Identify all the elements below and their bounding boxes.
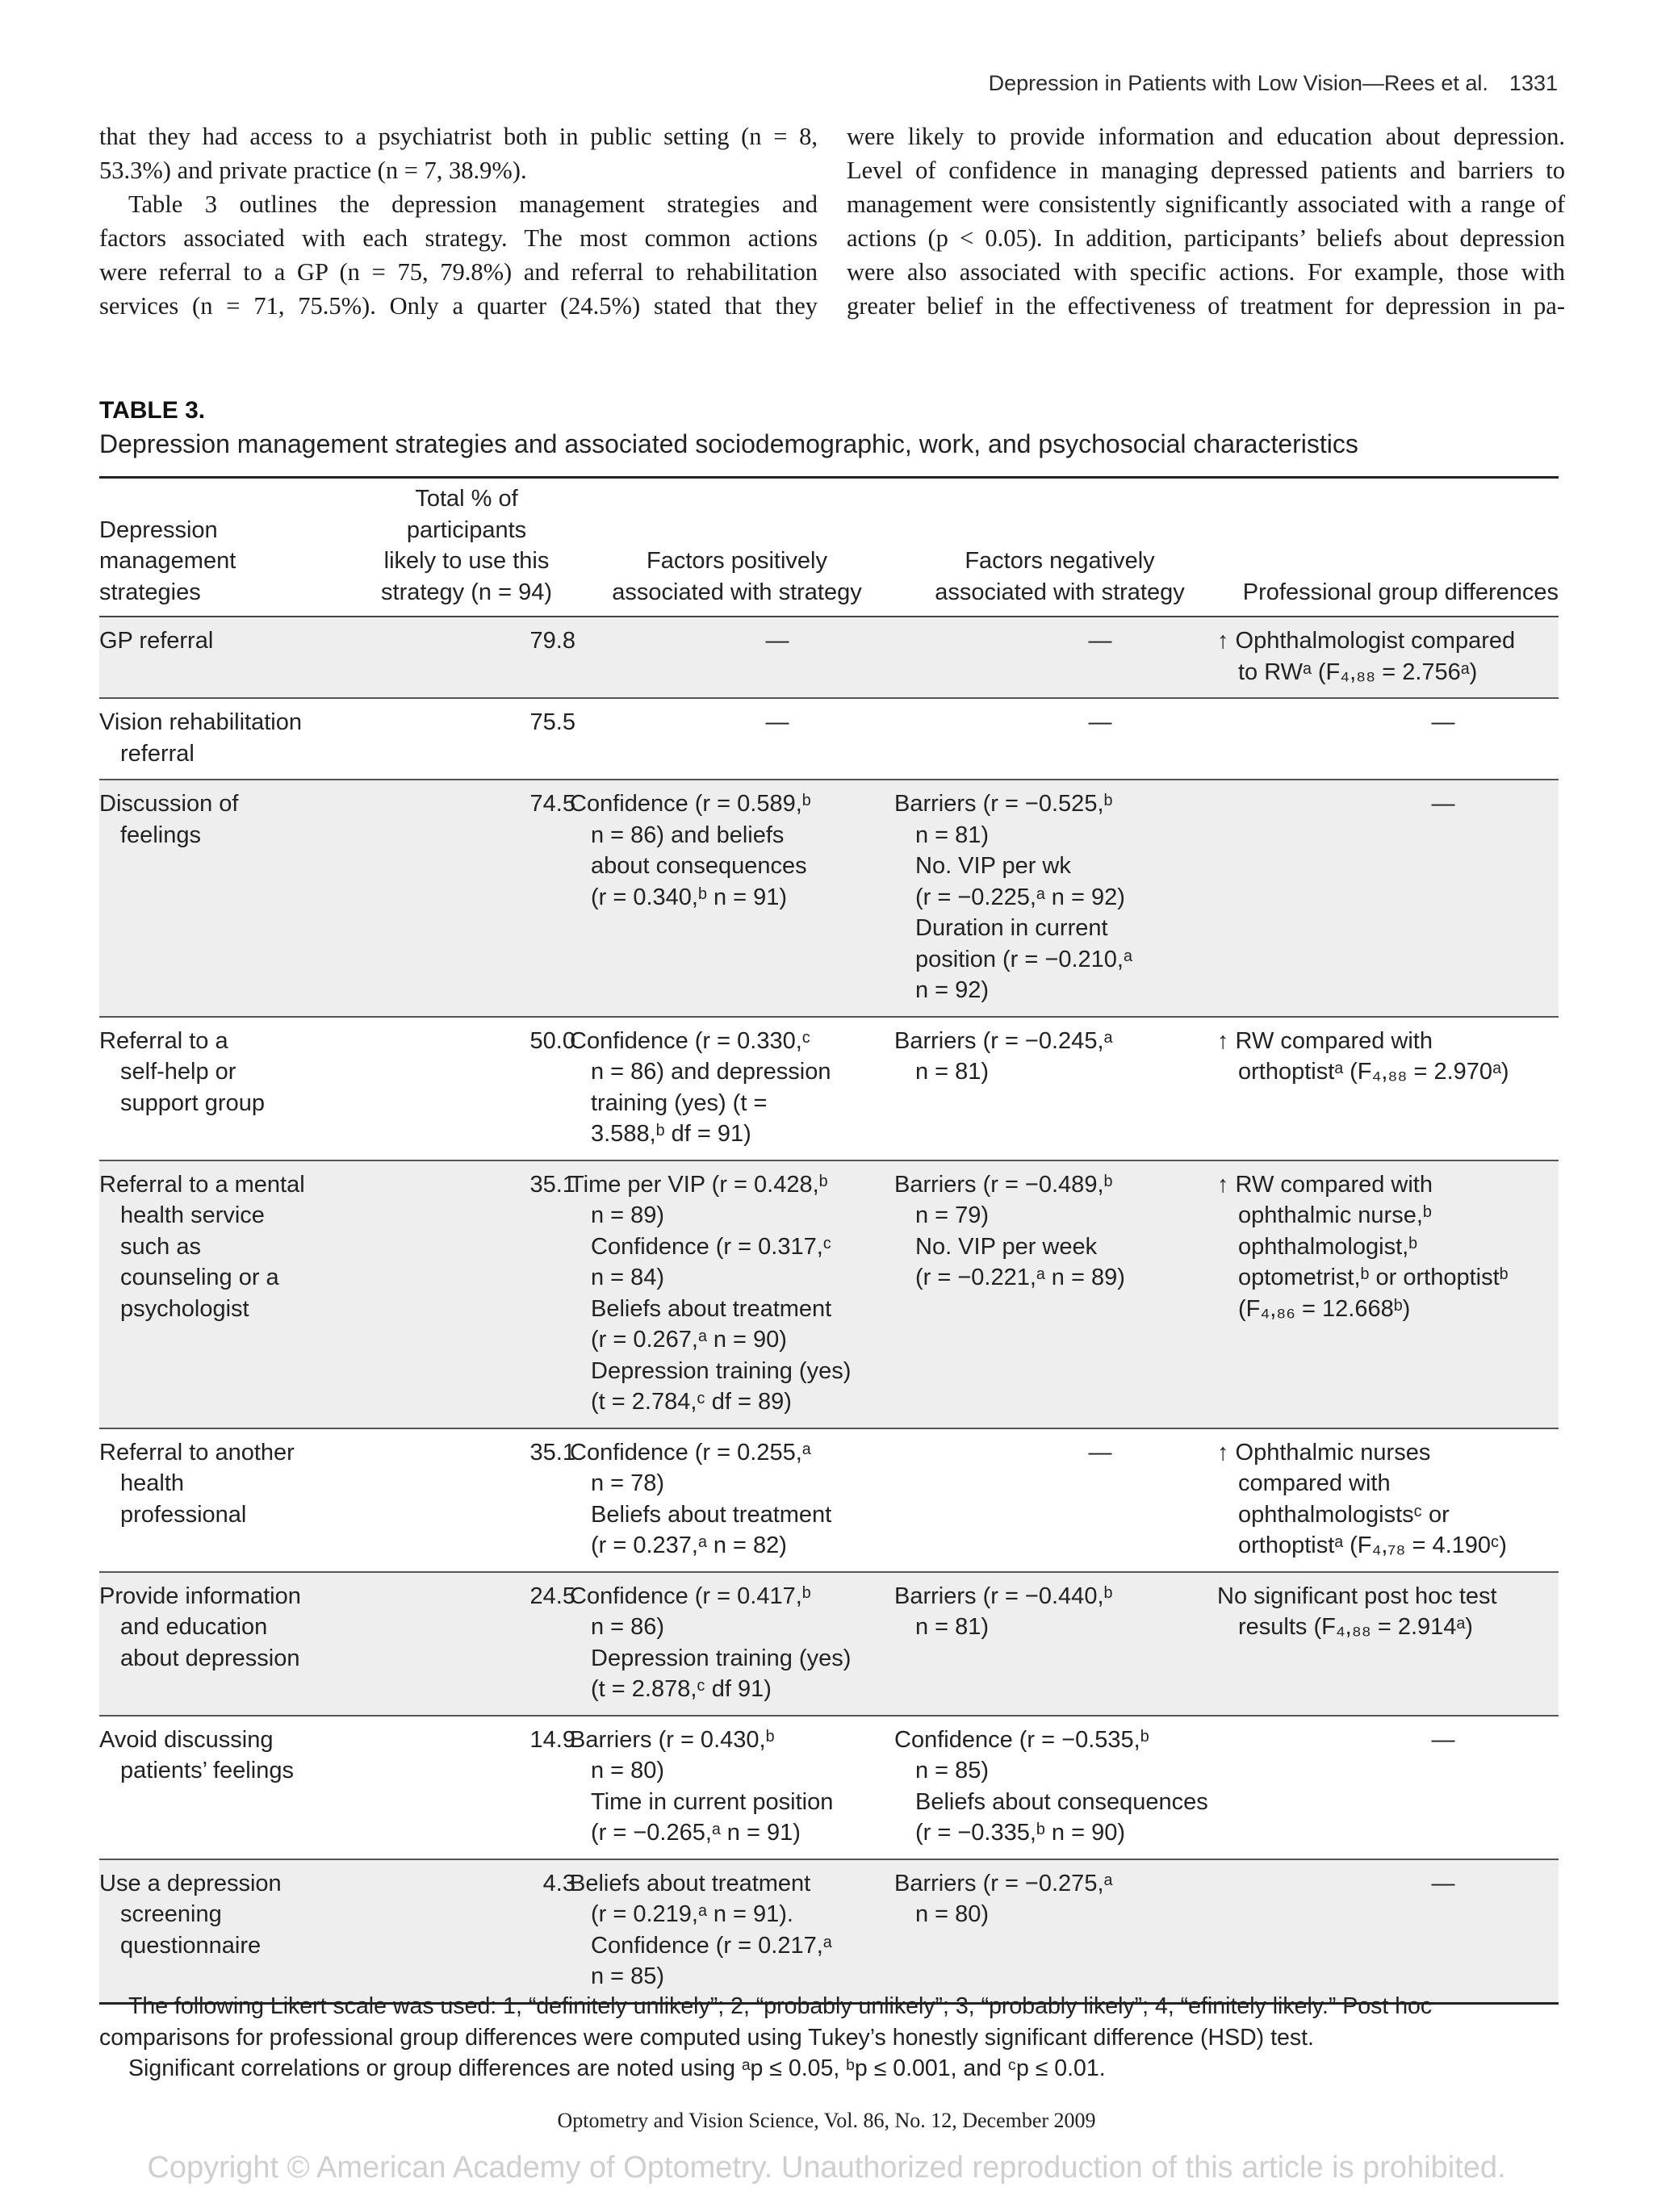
- cell-line: n = 81): [915, 1614, 990, 1640]
- cell-line: Confidence (r = 0.317,ᶜ: [591, 1233, 832, 1260]
- cell-line: professional: [120, 1501, 247, 1528]
- strategy-cell: [99, 788, 366, 851]
- cell-line: screening: [120, 1901, 222, 1927]
- cell-line: support group: [120, 1089, 265, 1116]
- body-line: were likely to provide information and education about depression.: [847, 123, 1565, 150]
- cell-line: compared with: [1238, 1470, 1391, 1496]
- cell-line: Duration in current: [915, 915, 1108, 941]
- cell-line: and education: [120, 1614, 268, 1640]
- table-row: [99, 1161, 1559, 1429]
- cell-line: Barriers (r = −0.245,ᵃ: [894, 1027, 1113, 1054]
- body-line: 53.3%) and private practice (n = 7, 38.9%).: [99, 157, 527, 184]
- total-percent-cell: 50.0: [529, 1027, 575, 1054]
- cell-line: referral: [120, 740, 195, 767]
- cell-line: (t = 2.878,ᶜ df 91): [591, 1676, 772, 1702]
- header-professional: [1243, 577, 1559, 608]
- header-line: associated with strategy: [612, 579, 862, 605]
- cell-line: Beliefs about treatment: [570, 1870, 811, 1896]
- professional-differences-cell: [1217, 1169, 1564, 1325]
- cell-line: ↑ RW compared with: [1217, 1027, 1433, 1054]
- cell-line: ophthalmologistsᶜ or: [1238, 1501, 1450, 1528]
- table-row: [99, 617, 1559, 699]
- table-header: [99, 479, 1559, 617]
- cell-line: Use a depression: [99, 1870, 282, 1896]
- cell-line: psychologist: [120, 1295, 249, 1322]
- cell-line: n = 79): [915, 1202, 990, 1228]
- data-table: [99, 476, 1559, 2005]
- cell-line: Confidence (r = 0.255,ᵃ: [570, 1439, 811, 1466]
- cell-line: feelings: [120, 822, 201, 848]
- cell-line: (r = −0.225,ᵃ n = 92): [915, 884, 1125, 910]
- body-column-right: [847, 119, 1565, 323]
- strategy-cell: [99, 1868, 366, 1962]
- professional-differences-cell: [1217, 625, 1564, 688]
- cell-line: GP referral: [99, 628, 214, 654]
- cell-line: Time in current position: [591, 1788, 834, 1815]
- positive-factors-cell: [570, 788, 893, 913]
- header-line: likely to use this: [383, 548, 550, 574]
- positive-factors-cell: [570, 1026, 893, 1150]
- body-line: were also associated with specific actions. For example, those with: [847, 258, 1565, 286]
- header-line: participants: [406, 516, 527, 543]
- cell-line: n = 84): [591, 1265, 665, 1290]
- cell-line: n = 80): [915, 1901, 990, 1927]
- body-line: greater belief in the effectiveness of treatment for depression in pa-: [847, 292, 1565, 320]
- cell-line: Avoid discussing: [99, 1726, 274, 1753]
- cell-line: about depression: [120, 1645, 300, 1671]
- cell-line: Provide information: [99, 1583, 301, 1609]
- cell-line: Referral to a: [99, 1027, 228, 1054]
- body-line: factors associated with each strategy. The most common actions: [99, 224, 818, 252]
- cell-line: health: [120, 1470, 185, 1496]
- body-line: actions (p < 0.05). In addition, participants’ beliefs about depression: [847, 224, 1565, 252]
- strategy-cell: [99, 1725, 366, 1787]
- header-line: Professional group differences: [1242, 579, 1559, 605]
- cell-line: orthoptistᵃ (F₄,₇₈ = 4.190ᶜ): [1238, 1533, 1507, 1558]
- cell-line: n = 86) and beliefs: [591, 822, 785, 848]
- cell-line: (r = 0.267,ᵃ n = 90): [591, 1327, 787, 1353]
- cell-line: (r = 0.237,ᵃ n = 82): [591, 1533, 787, 1558]
- cell-line: optometrist,ᵇ or orthoptistᵇ: [1238, 1265, 1509, 1290]
- empty-cell-dash: —: [1431, 791, 1455, 817]
- cell-line: patients’ feelings: [120, 1758, 294, 1783]
- cell-line: self-help or: [120, 1059, 236, 1085]
- header-line: Factors positively: [646, 548, 827, 574]
- cell-line: Time per VIP (r = 0.428,ᵇ: [570, 1171, 828, 1198]
- cell-line: (F₄,₈₆ = 12.668ᵇ): [1238, 1295, 1411, 1322]
- cell-line: (r = −0.335,ᵇ n = 90): [915, 1820, 1126, 1846]
- cell-line: No significant post hoc test: [1217, 1583, 1497, 1609]
- cell-line: ↑ Ophthalmic nurses: [1217, 1439, 1431, 1466]
- page-number: 1331: [1509, 71, 1558, 95]
- empty-cell-dash: —: [1088, 628, 1112, 654]
- positive-factors-cell: [570, 1437, 893, 1562]
- cell-line: health service: [120, 1202, 265, 1228]
- cell-line: counseling or a: [120, 1265, 279, 1290]
- empty-cell-dash: —: [1431, 1870, 1455, 1896]
- header-line: management: [99, 548, 236, 574]
- cell-line: training (yes) (t =: [591, 1089, 768, 1116]
- journal-footer: Optometry and Vision Science, Vol. 86, No. 12, December 2009: [557, 2109, 1096, 2132]
- positive-factors-cell: [570, 1581, 893, 1705]
- negative-factors-cell: [894, 1868, 1225, 1930]
- table-row: [99, 699, 1559, 780]
- cell-line: No. VIP per wk: [915, 853, 1071, 879]
- header-positive: [584, 546, 890, 608]
- cell-line: n = 92): [915, 977, 990, 1003]
- cell-line: Barriers (r = −0.275,ᵃ: [894, 1870, 1113, 1896]
- cell-line: Confidence (r = −0.535,ᵇ: [894, 1726, 1149, 1753]
- empty-cell-dash: —: [1431, 709, 1455, 735]
- professional-differences-cell: [1217, 1581, 1564, 1643]
- cell-line: (r = −0.265,ᵃ n = 91): [591, 1820, 801, 1846]
- body-line: services (n = 71, 75.5%). Only a quarter (24.5%) stated that they: [99, 292, 818, 320]
- professional-differences-cell: [1217, 1026, 1564, 1088]
- strategy-cell: [99, 707, 366, 769]
- cell-line: 3.588,ᵇ df = 91): [591, 1121, 751, 1147]
- strategy-cell: [99, 1169, 366, 1325]
- strategy-cell: [99, 1437, 366, 1531]
- negative-factors-cell: [894, 788, 1225, 1006]
- header-line: strategies: [99, 579, 201, 605]
- strategy-cell: [99, 1026, 366, 1119]
- table-row: [99, 780, 1559, 1018]
- total-percent-cell: 79.8: [529, 628, 575, 654]
- cell-line: ↑ Ophthalmologist compared: [1217, 628, 1516, 654]
- cell-line: n = 80): [591, 1758, 665, 1783]
- table-row: [99, 1018, 1559, 1161]
- cell-line: n = 85): [591, 1963, 665, 1989]
- cell-line: (t = 2.784,ᶜ df = 89): [591, 1389, 792, 1415]
- total-percent-cell: 35.1: [529, 1439, 575, 1466]
- header-strategy: [99, 515, 236, 608]
- cell-line: ophthalmologist,ᵇ: [1238, 1233, 1418, 1260]
- cell-line: n = 85): [915, 1758, 990, 1783]
- table-row: [99, 1573, 1559, 1716]
- negative-factors-cell: [894, 1581, 1225, 1643]
- cell-line: position (r = −0.210,ᵃ: [915, 946, 1132, 972]
- cell-line: Beliefs about treatment: [591, 1501, 832, 1528]
- cell-line: Confidence (r = 0.417,ᵇ: [570, 1583, 811, 1609]
- cell-line: ↑ RW compared with: [1217, 1171, 1433, 1198]
- cell-line: Depression training (yes): [591, 1357, 852, 1384]
- cell-line: n = 78): [591, 1470, 665, 1496]
- cell-line: Beliefs about consequences: [915, 1788, 1208, 1815]
- cell-line: Depression training (yes): [591, 1645, 852, 1671]
- footnote-scale: The following Likert scale was used: 1, “definitely unlikely”; 2, “probably unlikely”; 3, “probably likely”; 4, “efinitely likely.” Post hoc comparisons for professional group differences were computed using Tukey’s honestly significant difference (HSD) test.: [99, 1993, 1433, 2051]
- cell-line: Confidence (r = 0.330,ᶜ: [570, 1027, 811, 1054]
- total-percent-cell: 4.3: [542, 1870, 575, 1896]
- cell-line: ophthalmic nurse,ᵇ: [1238, 1202, 1432, 1228]
- total-percent-cell: 74.5: [529, 791, 575, 817]
- cell-line: Confidence (r = 0.589,ᵇ: [570, 791, 811, 817]
- total-percent-cell: 14.9: [529, 1726, 575, 1753]
- cell-line: n = 86) and depression: [591, 1059, 831, 1085]
- negative-factors-cell: [894, 1725, 1225, 1849]
- table-footnote: [99, 1991, 1560, 2084]
- cell-line: Vision rehabilitation: [99, 709, 302, 735]
- negative-factors-cell: [894, 1169, 1225, 1294]
- positive-factors-cell: [570, 1725, 893, 1849]
- running-title: Depression in Patients with Low Vision—Rees et al.: [988, 71, 1488, 95]
- body-line: management were consistently significantly associated with a range of: [847, 190, 1565, 218]
- table-row: [99, 1860, 1559, 2002]
- table-title: TABLE 3.: [99, 397, 206, 424]
- body-line: were referral to a GP (n = 75, 79.8%) and referral to rehabilitation: [99, 258, 818, 286]
- header-total: [345, 483, 588, 608]
- cell-line: Confidence (r = 0.217,ᵃ: [591, 1932, 832, 1959]
- cell-line: such as: [120, 1233, 201, 1260]
- header-line: associated with strategy: [935, 579, 1185, 605]
- cell-line: n = 89): [591, 1202, 665, 1228]
- cell-line: n = 86): [591, 1614, 665, 1640]
- cell-line: Barriers (r = −0.525,ᵇ: [894, 791, 1113, 817]
- empty-cell-dash: —: [1088, 709, 1112, 735]
- cell-line: (r = 0.219,ᵃ n = 91).: [591, 1901, 793, 1927]
- cell-line: No. VIP per week: [915, 1233, 1098, 1260]
- cell-line: (r = 0.340,ᵇ n = 91): [591, 884, 788, 910]
- cell-line: n = 81): [915, 822, 990, 848]
- body-column-left: [99, 119, 818, 323]
- cell-line: Discussion of: [99, 791, 239, 817]
- body-line: Table 3 outlines the depression management strategies and: [128, 190, 818, 218]
- positive-factors-cell: [570, 1868, 893, 1992]
- total-percent-cell: 35.1: [529, 1171, 575, 1198]
- table-row: [99, 1429, 1559, 1573]
- cell-line: Beliefs about treatment: [591, 1295, 832, 1322]
- total-percent-cell: 75.5: [529, 709, 575, 735]
- cell-line: n = 81): [915, 1059, 990, 1085]
- cell-line: Barriers (r = 0.430,ᵇ: [570, 1726, 775, 1753]
- body-line: Level of confidence in managing depressed patients and barriers to: [847, 157, 1565, 184]
- cell-line: Referral to another: [99, 1439, 295, 1466]
- professional-differences-cell: [1217, 1437, 1564, 1562]
- cell-line: Referral to a mental: [99, 1171, 305, 1198]
- cell-line: Barriers (r = −0.440,ᵇ: [894, 1583, 1113, 1609]
- total-percent-cell: 24.5: [529, 1583, 575, 1609]
- cell-line: to RWᵃ (F₄,₈₈ = 2.756ᵃ): [1238, 659, 1478, 685]
- cell-line: results (F₄,₈₈ = 2.914ᵃ): [1238, 1614, 1473, 1640]
- table-body: [99, 617, 1559, 2002]
- cell-line: Barriers (r = −0.489,ᵇ: [894, 1171, 1113, 1198]
- header-negative: [906, 546, 1213, 608]
- cell-line: questionnaire: [120, 1932, 262, 1959]
- negative-factors-cell: [894, 1026, 1225, 1088]
- header-line: strategy (n = 94): [381, 579, 552, 605]
- header-line: Depression: [99, 516, 218, 543]
- cell-line: about consequences: [591, 853, 807, 879]
- strategy-cell: [99, 625, 366, 657]
- header-line: Factors negatively: [965, 548, 1155, 574]
- empty-cell-dash: —: [1088, 1439, 1112, 1466]
- table-caption: Depression management strategies and associated sociodemographic, work, and psychosocial characteristics: [99, 429, 1358, 458]
- empty-cell-dash: —: [1431, 1726, 1455, 1753]
- empty-cell-dash: —: [765, 628, 789, 654]
- positive-factors-cell: [570, 1169, 893, 1418]
- cell-line: orthoptistᵃ (F₄,₈₈ = 2.970ᵃ): [1238, 1059, 1509, 1085]
- running-header: [989, 71, 1558, 96]
- strategy-cell: [99, 1581, 366, 1675]
- footnote-significance: Significant correlations or group differences are noted using ᵃp ≤ 0.05, ᵇp ≤ 0.001, and ᶜp ≤ 0.01.: [128, 2055, 1106, 2081]
- cell-line: (r = −0.221,ᵃ n = 89): [915, 1265, 1125, 1290]
- table-row: [99, 1716, 1559, 1860]
- body-line: that they had access to a psychiatrist both in public setting (n = 8,: [99, 123, 818, 150]
- header-line: Total % of: [415, 486, 518, 512]
- empty-cell-dash: —: [765, 709, 789, 735]
- copyright-watermark: Copyright © American Academy of Optometry. Unauthorized reproduction of this article is prohibited.: [147, 2151, 1506, 2185]
